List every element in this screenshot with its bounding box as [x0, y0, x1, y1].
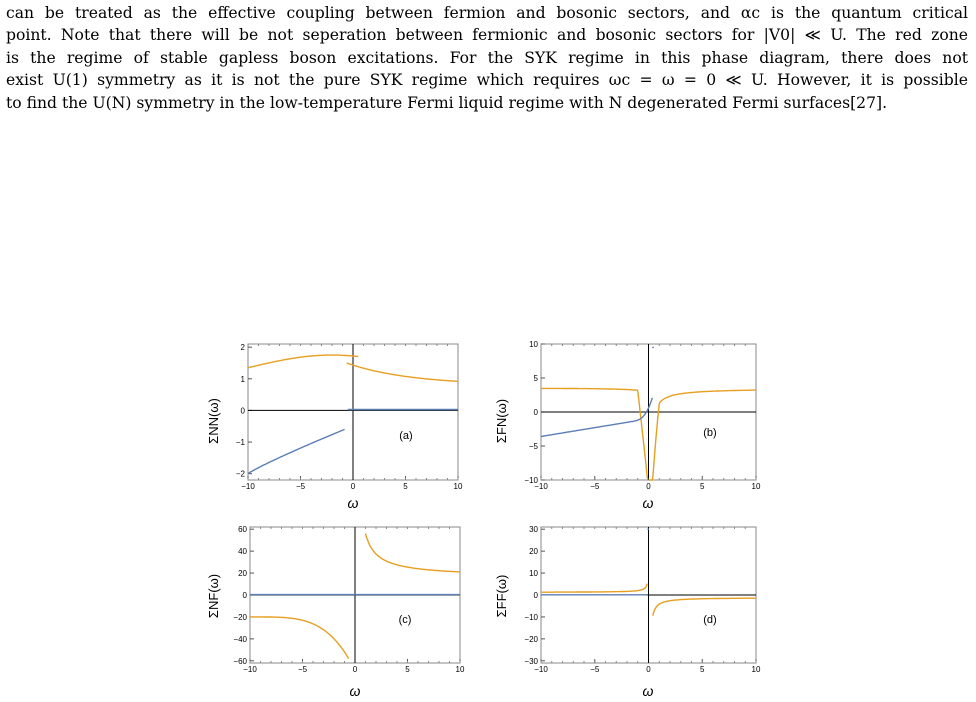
x-tick-label: −10	[243, 665, 257, 674]
x-tick-label: 10	[453, 482, 463, 491]
body-paragraph	[6, 2, 968, 114]
y-tick-label: 5	[533, 374, 538, 383]
x-tick-label: −5	[297, 665, 308, 674]
y-tick-label: −1	[235, 438, 245, 448]
x-tick-label: 0	[350, 482, 356, 491]
y-tick-label: −60	[233, 656, 247, 666]
panel-a	[196, 336, 484, 512]
y-tick-label: 0	[242, 591, 247, 600]
x-tick-label: −10	[534, 482, 548, 491]
ticks-d	[524, 525, 761, 674]
y-tick-label: 0	[240, 406, 245, 416]
y-tick-label: −2	[235, 469, 245, 479]
figure-four-panels	[196, 336, 772, 702]
panel-label-c: (c)	[398, 614, 412, 626]
paragraph-line: point. Note that there will be not seperation between fermionic and bosonic sectors for |V0| ≪ U. The red zone	[6, 26, 968, 45]
panel-d	[484, 524, 772, 702]
x-tick-label: 5	[700, 665, 705, 674]
y-tick-label: 0	[533, 408, 538, 417]
paragraph-line: can be treated as the effective coupling between fermion and bosonic sectors, and αc is the quantum critical	[6, 4, 968, 22]
panel-label-d: (d)	[703, 614, 717, 626]
x-tick-label: 5	[403, 482, 408, 491]
x-tick-label: −10	[241, 482, 255, 491]
xlabel-a: ω	[347, 495, 359, 511]
curve-blue-b	[541, 347, 654, 436]
y-tick-label: 30	[529, 525, 538, 535]
y-tick-label: 0	[533, 591, 538, 600]
y-tick-label: −5	[528, 442, 538, 451]
ticks-c	[233, 525, 465, 674]
x-tick-label: 5	[405, 665, 410, 674]
x-tick-label: 0	[352, 665, 358, 674]
y-tick-label: 20	[238, 569, 247, 579]
x-tick-label: 5	[700, 482, 705, 491]
curve-orange-c-right	[366, 534, 461, 572]
x-tick-label: −5	[590, 482, 600, 491]
x-tick-label: 10	[455, 665, 465, 674]
y-tick-label: 10	[529, 569, 538, 579]
xlabel-c: ω	[349, 683, 361, 699]
y-tick-label: −30	[524, 656, 538, 666]
y-tick-label: −10	[524, 476, 538, 485]
y-tick-label: −20	[233, 612, 247, 622]
y-tick-label: 60	[238, 525, 247, 535]
y-tick-label: 20	[529, 547, 538, 557]
curve-orange-c-left	[250, 617, 349, 659]
panel-label-b: (b)	[703, 427, 717, 439]
paragraph-line: to find the U(N) symmetry in the low-temperature Fermi liquid regime with N degenerated Fermi surfaces[27].	[6, 93, 888, 112]
y-tick-label: −20	[524, 634, 538, 644]
x-tick-label: 0	[646, 482, 651, 491]
xlabel-b: ω	[642, 495, 654, 511]
panel-c	[196, 524, 484, 702]
curve-orange-d-left	[541, 584, 647, 593]
panel-label-a: (a)	[399, 430, 413, 442]
ticks-a	[236, 343, 463, 491]
panel-b	[484, 336, 772, 512]
ylabel-c: ΣNF(ω)	[206, 573, 221, 619]
ylabel-a: ΣNN(ω)	[206, 398, 221, 444]
ylabel-b: ΣFN(ω)	[494, 398, 509, 444]
x-tick-label: −5	[590, 665, 600, 674]
ticks-b	[524, 340, 761, 491]
paragraph-line: is the regime of stable gapless boson excitations. For the SYK regime in this phase diagram, there does not	[6, 48, 968, 67]
paragraph-line: exist U(1) symmetry as it is not the pure SYK regime which requires ωc = ω = 0 ≪ U. However, it is possible	[6, 71, 968, 90]
y-tick-label: 40	[238, 547, 247, 557]
y-tick-label: 10	[529, 340, 538, 349]
y-tick-label: 1	[240, 374, 245, 384]
y-tick-label: −40	[233, 634, 247, 644]
x-tick-label: 10	[751, 482, 761, 491]
x-tick-label: −5	[295, 482, 306, 491]
curve-blue-d	[541, 529, 649, 595]
y-tick-label: −10	[524, 612, 538, 622]
ylabel-d: ΣFF(ω)	[494, 574, 509, 618]
x-tick-label: −10	[534, 665, 548, 674]
curve-blue-a	[248, 429, 345, 473]
x-tick-label: 10	[751, 665, 761, 674]
x-tick-label: 0	[646, 665, 651, 674]
y-tick-label: 2	[240, 343, 245, 353]
xlabel-d: ω	[642, 683, 654, 699]
